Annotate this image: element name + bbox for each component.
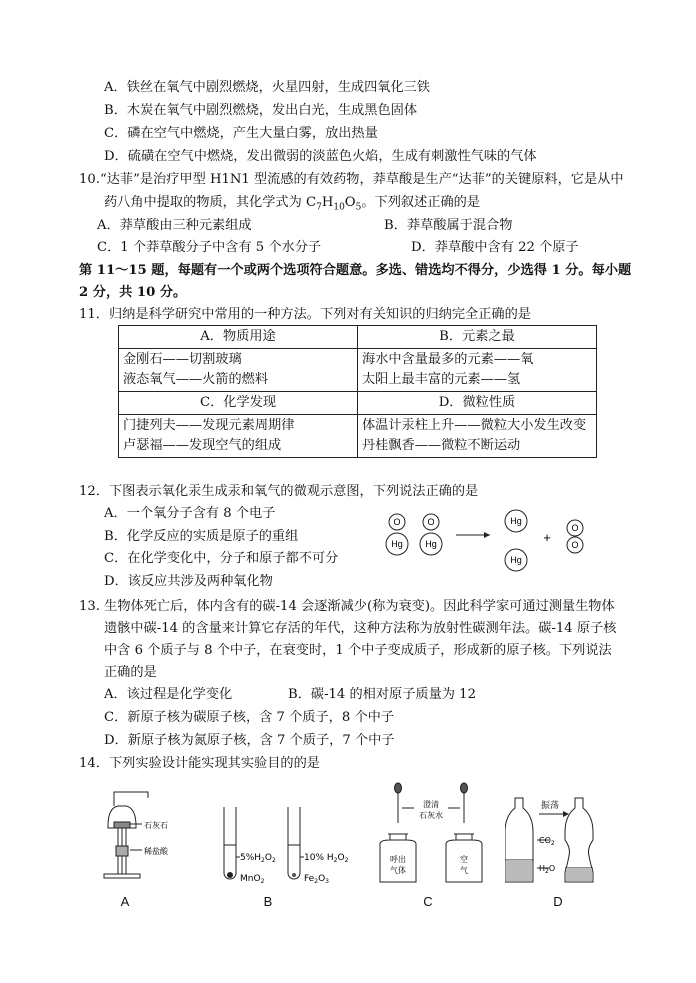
q13-line4: 正确的是 [104,665,157,680]
q9-option-a: A．铁丝在氧气中剧烈燃烧，火星四射，生成四氧化三铁 [104,80,431,95]
q11-head-a: A．物质用途 [119,326,358,349]
mercury-oxide-diagram [380,505,600,585]
q9-option-d: D．硫磺在空气中燃烧，发出微弱的淡蓝色火焰，生成有刺激性气味的气体 [104,149,537,164]
q10-option-d: D．莽草酸中含有 22 个原子 [411,240,579,255]
q13-option-c: C．新原子核为碳原子核，含 7 个质子，8 个中子 [104,710,395,725]
dropper-bulb-icon [395,783,402,793]
q10-option-b: B．莽草酸属于混合物 [384,218,513,233]
q10-stem-line1: 10.“达菲”是治疗甲型 H1N1 型流感的有效药物，莽草酸是生产“达菲”的关键原料，它是从中 [79,172,624,187]
q13-option-d: D．新原子核为氮原子核，含 7 个质子，7 个中子 [104,733,395,748]
q11-head-c: C．化学发现 [119,392,358,415]
q12-option-d: D．该反应共涉及两种氧化物 [104,574,273,589]
q9-option-c: C．磷在空气中燃烧，产生大量白雾，放出热量 [104,126,378,141]
delivery-tube [114,792,148,806]
q11-cell-c [119,415,358,458]
label-co2: $CO_2$ [539,836,555,847]
arrow-head-icon [484,532,490,538]
apparatus-b [210,805,350,885]
q11-head-d: D．微粒性质 [358,392,597,415]
option-label-c: C [423,894,433,909]
q10-option-a: A．莽草酸由三种元素组成 [97,218,252,233]
q11-table [118,325,597,458]
label-air-1: 空 [460,855,468,864]
svg-text:Hg: Hg [510,516,522,526]
label-shake: 振荡 [541,801,560,811]
q9-option-b: B．木炭在氧气中剧烈燃烧，发出白光，生成黑色固体 [104,103,418,118]
label-h2o: $H_2O$ [539,864,556,875]
q11-b-row1: 海水中含量最多的元素——氧 [362,352,534,367]
plus-sign: + [543,530,551,545]
q11-stem: 11．归纳是科学研究中常用的一种方法。下列对有关知识的归纳完全正确的是 [79,307,531,322]
q11-cell-a [119,349,358,392]
q10-option-c: C．1 个莽草酸分子中含有 5 个水分子 [97,240,322,255]
option-label-d: D [553,894,563,909]
apparatus-c [368,778,488,890]
q12-option-a: A．一个氧分子含有 8 个电子 [104,506,276,521]
label-dilute-hcl: 稀盐酸 [144,847,168,856]
q11-cell-b [358,349,597,392]
apparatus-a [100,778,195,890]
option-label-b: B [263,894,273,909]
q13-line3: 中含 6 个质子与 8 个中子，在衰变时，1 个中子变成质子，形成新的原子核。下列说法 [104,643,612,658]
svg-text:O: O [571,523,579,533]
q11-c-row2: 卢瑟福——发现空气的组成 [123,438,282,453]
svg-text:Hg: Hg [391,539,403,549]
svg-text:O: O [393,517,401,527]
label-fe2o3: $Fe_2O_3$ [304,874,329,885]
q11-d-row2: 丹桂飘香——微粒不断运动 [362,438,521,453]
label-air-2: 气 [460,866,468,875]
q14-stem: 14．下列实验设计能实现其实验目的的是 [79,756,320,771]
label-limewater-2: 石灰水 [419,811,443,820]
q13-line2: 遗骸中碳-14 的含量来计算它存活的年代，这种方法称为放射性碳测年法。碳-14 原子核 [104,621,617,636]
label-exhaled-2: 气体 [390,866,406,875]
dropper-bulb-icon [461,783,468,793]
label-10pct-h2o2: 10% $H_2O_2$ [304,853,349,864]
svg-text:Hg: Hg [510,555,522,565]
q10-stem-line2: 药八角中提取的物质，其化学式为 $C_7H_{10}O_5$。下列叙述正确的是 [104,195,481,213]
q12-stem: 12．下图表示氧化汞生成汞和氧气的微观示意图，下列说法正确的是 [79,484,479,499]
svg-text:O: O [571,540,579,550]
q13-line1: 13. 生物体死亡后，体内含有的碳-14 会逐渐减少(称为衰变)。因此科学家可通过测量生物体 [79,599,615,614]
q11-b-row2: 太阳上最丰富的元素——氢 [362,372,521,387]
test-tube-right [288,807,300,879]
q13-option-b: B．碳-14 的相对原子质量为 12 [288,687,476,702]
q12-option-c: C．在化学变化中，分子和原子都不可分 [104,551,339,566]
label-limewater-1: 澄清 [423,800,439,809]
q13-option-a: A．该过程是化学变化 [104,687,233,702]
label-5pct-h2o2: $5\%H_2O_2$ [240,853,276,864]
q11-a-row2: 液态氧气——火箭的燃料 [123,372,269,387]
q12-option-b: B．化学反应的实质是原子的重组 [104,529,299,544]
q11-a-row1: 金刚石——切割玻璃 [123,352,242,367]
q11-head-b: B．元素之最 [358,326,597,349]
test-tube-left [224,807,236,879]
option-label-a: A [120,894,130,909]
svg-text:Hg: Hg [425,539,437,549]
label-exhaled-1: 呼出 [390,855,406,864]
section-note-line2: 2 分，共 10 分。 [79,285,187,300]
label-limestone: 石灰石 [144,821,168,830]
section-note-line1: 第 11～15 题，每题有一个或两个选项符合题意。多选、错选均不得分，少选得 1 分。每小题 [79,263,632,278]
q11-c-row1: 门捷列夫——发现元素周期律 [123,418,295,433]
q11-cell-d [358,415,597,458]
label-mno2: MnO$_2$ [240,874,265,885]
svg-text:O: O [427,517,435,527]
q11-d-row1: 体温计汞柱上升——微粒大小发生改变 [362,418,587,433]
apparatus-d [505,778,615,890]
